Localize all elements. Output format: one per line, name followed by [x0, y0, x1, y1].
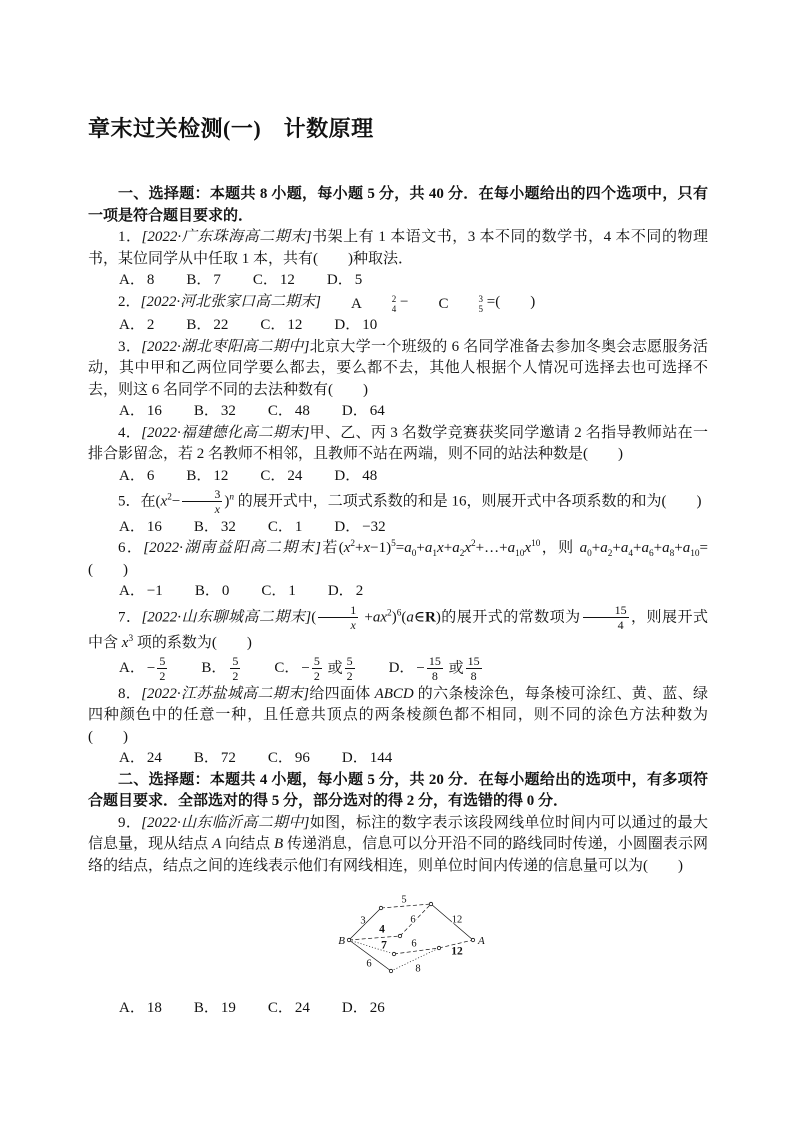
edge-capacity-label: 6 [410, 914, 416, 926]
text-run: )的展开式的常数项为 [435, 609, 581, 626]
option-label: B． [193, 518, 219, 535]
text-run: 16 [146, 518, 162, 535]
option-value [295, 748, 310, 770]
superscript: n [229, 492, 234, 503]
node-n5 [437, 947, 440, 950]
option-label: B． [186, 317, 212, 333]
option-label: A． [119, 272, 145, 288]
text-run: ∈ [413, 609, 425, 626]
question-text [88, 227, 708, 270]
option-value [228, 654, 242, 684]
subscript: 10 [515, 549, 525, 560]
superscript: 2 [167, 492, 172, 503]
text-run: + [443, 540, 453, 557]
text-run: −1) [370, 540, 392, 557]
option-item [268, 998, 310, 1020]
option-value [295, 401, 310, 423]
question-number: 9． [118, 814, 142, 831]
math-variable: a [641, 540, 649, 557]
text-run: 7 [213, 272, 221, 288]
math-variable: x [363, 540, 371, 557]
superscript: 3 [128, 633, 134, 644]
math-variable: ax [372, 609, 388, 626]
option-value [147, 270, 155, 292]
option-label: C． [267, 750, 293, 767]
options-row [88, 998, 708, 1020]
text-run: − [171, 493, 181, 510]
option-value [280, 270, 295, 292]
edge-capacity-label: 5 [401, 894, 407, 906]
option-label: C． [274, 660, 300, 677]
option-label: C． [252, 272, 278, 288]
text-run: 甲、乙、丙 3 名数学竞赛获奖同学邀请 2 名指导教师站在一排合影留念，若 2 名教师不相邻，且教师不站在两端，则不同的站法种数是( ) [88, 424, 708, 462]
question-text [88, 603, 708, 654]
node-n2 [429, 903, 432, 906]
superscript: 2 [350, 539, 356, 550]
text-run: 19 [220, 1000, 236, 1017]
question-text [88, 292, 708, 316]
source-tag: [2022·湖南益阳高二期末] [143, 540, 321, 557]
subscript: 2 [607, 549, 613, 560]
option-item [186, 270, 221, 292]
superscript: 6 [396, 608, 402, 619]
text-run: − [416, 660, 425, 677]
option-value [147, 748, 162, 770]
math-variable: x [437, 540, 444, 557]
option-item [194, 748, 236, 770]
option-value [416, 654, 483, 684]
text-run: 48 [294, 403, 310, 419]
math-variable: ABCD [374, 685, 414, 702]
text-run: 在( [140, 493, 161, 510]
fraction: $\frac{5}{2}$ [232, 654, 239, 684]
source-tag: [2022·湖北枣阳高二期中] [141, 338, 310, 355]
fraction: $\frac{15}{8}$ [467, 654, 480, 684]
text-run: 32 [220, 403, 236, 419]
text-run: 书架上有 1 本语文书，3 本不同的数学书，4 本不同的物理书，某位同学从中任取 1 本，共有( )种取法． [88, 229, 708, 267]
text-run: 26 [369, 1000, 385, 1017]
option-item [119, 517, 162, 539]
option-value [370, 748, 393, 770]
text-run: 2 [355, 583, 364, 600]
math-variable: a [452, 540, 460, 557]
option-value [147, 654, 169, 684]
text-run: 项的系数为( ) [133, 634, 252, 651]
option-value [287, 315, 302, 337]
option-label: D． [341, 1000, 368, 1017]
network-diagram [330, 887, 506, 992]
option-value [213, 315, 228, 337]
math-variable: A [212, 836, 222, 853]
network-graph [330, 887, 506, 987]
option-value [370, 401, 385, 423]
text-run: 24 [146, 750, 162, 767]
option-value [147, 581, 163, 603]
text-run: ( [311, 609, 317, 626]
question-text [88, 337, 708, 402]
text-run: 24 [287, 467, 303, 484]
node-n4 [392, 953, 395, 956]
subscript: 4 [628, 549, 633, 560]
text-run: + [632, 540, 642, 557]
option-label: B． [193, 750, 219, 767]
text-run: 12 [213, 467, 229, 484]
node-n6 [389, 970, 392, 973]
math-variable: B [273, 836, 284, 853]
text-run: −32 [362, 518, 386, 535]
option-label: C． [267, 1000, 293, 1017]
option-label: A． [119, 403, 145, 419]
math-variable: a [579, 540, 588, 557]
text-run: 给四面体 [309, 685, 375, 702]
options-row [88, 270, 708, 292]
node-label-A: A [478, 935, 485, 948]
document-body [88, 184, 708, 1020]
text-run: + [653, 540, 663, 557]
text-run: 10 [362, 317, 378, 333]
math-variable: x [343, 540, 351, 557]
option-label: D． [334, 518, 361, 535]
fraction: $\frac{5}{2}$ [346, 654, 353, 684]
option-item [119, 654, 169, 684]
math-variable: a [600, 540, 608, 557]
option-item [119, 998, 162, 1020]
node-B [347, 939, 350, 942]
text-run: 32 [220, 518, 236, 535]
text-run: 16 [146, 403, 162, 419]
subscript: 0 [587, 549, 592, 560]
document-content [88, 112, 708, 1020]
question-number: 4． [118, 424, 142, 441]
text-run: ( [401, 609, 407, 626]
options-row [88, 581, 708, 603]
perm-comb-symbol: A 2 4 [350, 293, 397, 315]
option-item [194, 401, 236, 423]
options-row [88, 401, 708, 423]
option-value [147, 315, 155, 337]
math-variable: x [160, 493, 168, 510]
math-variable: x [464, 540, 472, 557]
question-number: 1． [118, 229, 142, 245]
superscript: 2 [471, 539, 476, 550]
option-value [221, 517, 236, 539]
text-run: 若( [320, 540, 344, 557]
fraction: $\frac{5}{2}$ [159, 654, 166, 684]
question-number: 2． [118, 293, 141, 310]
subscript: 8 [669, 549, 675, 560]
node-n1 [379, 907, 382, 910]
fraction: $\frac{1}{x}$ [318, 603, 358, 633]
option-value [222, 581, 230, 603]
option-label: D． [327, 583, 354, 600]
node-label-B: B [338, 935, 345, 948]
option-item [268, 401, 310, 423]
option-label: B． [186, 272, 212, 288]
option-value [288, 581, 296, 603]
text-run: 144 [369, 750, 393, 767]
option-label: A． [119, 518, 145, 535]
text-run: +…+ [475, 540, 508, 557]
option-item [119, 315, 154, 337]
text-run: 的展开式中，二项式系数的和是 16，则展开式中各项系数的和为( ) [233, 493, 702, 510]
text-run: 6 [146, 467, 155, 484]
option-label: D． [341, 750, 368, 767]
math-variable: a [406, 609, 414, 626]
option-label: C． [267, 518, 293, 535]
text-run: 或 [323, 660, 343, 677]
option-item [253, 270, 295, 292]
text-run: + [612, 540, 621, 557]
option-value [301, 654, 356, 684]
option-item [195, 581, 230, 603]
text-run: 向结点 [221, 836, 274, 853]
edge-capacity-label: 4 [379, 923, 385, 936]
edge-capacity-label: 6 [366, 958, 372, 970]
question-number: 8． [118, 685, 142, 702]
text-run: 北京大学一个班级的 6 名同学准备去参加冬奥会志愿服务活动，其中甲和乙两位同学要么都去，要么都不去，其他人根据个人情况可选择去也可选择不去，则这 6 名同学不同的去法种数有( ) [88, 338, 708, 398]
option-item [194, 517, 236, 539]
option-label: B． [201, 660, 227, 677]
option-value [370, 998, 385, 1020]
question-number: 3． [118, 338, 142, 355]
option-item [119, 748, 162, 770]
option-label: A． [119, 467, 145, 484]
question-text [88, 538, 708, 581]
text-run: 64 [369, 403, 385, 419]
option-label: A． [119, 317, 145, 333]
superscript: 2 [387, 608, 392, 619]
text-run: 或 [444, 660, 464, 677]
option-label: D． [334, 317, 361, 333]
text-run: + [674, 540, 683, 557]
source-tag: [2022·福建德化高二期末] [141, 424, 310, 441]
option-value [147, 466, 155, 488]
option-item [342, 401, 385, 423]
option-item [260, 315, 302, 337]
text-run: −1 [146, 583, 163, 600]
text-run: 8 [146, 272, 155, 288]
question-number: 6． [118, 540, 144, 557]
option-label: C． [260, 467, 286, 484]
option-item [194, 998, 236, 1020]
option-value [362, 315, 377, 337]
text-run: 48 [362, 467, 378, 484]
text-run: 的六条棱涂色，每条棱可涂红、黄、蓝、绿四种颜色中的任意一种，且任意共顶点的两条棱颜色都不相同，则不同的涂色方法种数为( ) [88, 685, 708, 745]
option-label: C． [267, 403, 293, 419]
text-run: 1 [288, 583, 296, 600]
text-run: ) [391, 609, 397, 626]
text-run: 2 [146, 317, 155, 333]
text-run: 72 [220, 750, 236, 767]
options-row [88, 517, 708, 539]
option-value [147, 998, 162, 1020]
math-variable: a [620, 540, 629, 557]
superscript: 10 [531, 539, 541, 550]
option-item [260, 466, 302, 488]
option-value [295, 998, 310, 1020]
option-label: C． [261, 583, 287, 600]
option-value [295, 517, 303, 539]
text-run: − [146, 660, 156, 677]
fraction: $\frac{3}{x}$ [182, 487, 222, 517]
option-item [334, 466, 377, 488]
option-label: D． [334, 467, 361, 484]
option-label: A． [119, 750, 145, 767]
option-item [119, 466, 154, 488]
option-label: A． [119, 583, 145, 600]
edge-capacity-label: 12 [451, 914, 463, 926]
text-run: ，则展开式中含 [88, 609, 708, 651]
section-header: 一、选择题：本题共 8 小题，每小题 5 分，共 40 分．在每小题给出的四个选项中，只有一项是符合题目要求的． [88, 186, 708, 224]
text-run: 0 [221, 583, 230, 600]
node-A [471, 939, 474, 942]
option-value [221, 748, 236, 770]
text-run: = [395, 540, 405, 557]
subscript: 1 [432, 549, 438, 560]
text-run: + [360, 609, 373, 626]
text-run: + [416, 540, 425, 557]
edge-capacity-label: 3 [360, 915, 366, 927]
source-tag: [2022·山东临沂高二期中] [141, 814, 310, 831]
option-item [119, 581, 163, 603]
option-value [213, 466, 228, 488]
option-item [186, 466, 228, 488]
text-run: =( ) [483, 293, 536, 310]
text-run: + [591, 540, 601, 557]
text-run: 12 [279, 272, 295, 288]
subscript: 6 [648, 549, 654, 560]
edge-capacity-label: 7 [381, 939, 387, 952]
math-variable: a [662, 540, 670, 557]
edge-capacity-label: 6 [411, 938, 417, 950]
option-label: D． [341, 403, 368, 419]
option-value [147, 517, 162, 539]
option-value [355, 270, 363, 292]
question-text [88, 487, 708, 517]
section-header: 二、选择题：本题共 4 小题，每小题 5 分，共 20 分．在每小题给出的选项中，有多项符合题目要求．全部选对的得 5 分，部分选对的得 2 分，有选错的得 0 分． [88, 771, 708, 810]
option-label: B． [193, 403, 219, 419]
math-variable: x [524, 540, 532, 557]
option-item [328, 581, 363, 603]
option-item [389, 654, 484, 684]
edge-B-n4 [349, 940, 394, 954]
subscript: 2 [459, 549, 465, 560]
option-item [334, 517, 385, 539]
math-bold-symbol: R [424, 609, 436, 626]
math-variable: a [424, 540, 433, 557]
option-label: C． [260, 317, 286, 333]
option-label: D． [388, 660, 415, 677]
text-run: 22 [213, 317, 229, 333]
option-label: B． [194, 583, 220, 600]
subscript: 0 [411, 549, 417, 560]
option-item [342, 748, 392, 770]
text-run: 18 [146, 1000, 162, 1017]
text-run: + [355, 540, 364, 557]
page-title: 章末过关检测(一) 计数原理 [88, 116, 374, 141]
source-tag: [2022·河北张家口高二期末] [140, 293, 321, 310]
option-item [327, 270, 362, 292]
option-value [287, 466, 302, 488]
option-value [362, 466, 377, 488]
source-tag: [2022·广东珠海高二期末] [141, 229, 312, 245]
option-item [334, 315, 377, 337]
option-label: A． [119, 1000, 145, 1017]
text-run: 24 [294, 1000, 310, 1017]
math-variable: a [682, 540, 691, 557]
option-value [356, 581, 364, 603]
question-text [88, 423, 708, 466]
option-item [342, 998, 385, 1020]
edge-capacity-label: 8 [415, 963, 421, 975]
options-row [88, 748, 708, 770]
option-value [362, 517, 385, 539]
text-run: 传递消息，信息可以分开沿不同的路线同时传递，小圆圈表示网络的结点，结点之间的连线表示他们有网线相连，则单位时间内传递的信息量可以为( ) [88, 836, 708, 874]
text-run: =( ) [88, 540, 708, 578]
option-value [221, 998, 236, 1020]
text-run: − [301, 660, 310, 677]
text-run: 1 [294, 518, 303, 535]
option-item [119, 270, 154, 292]
options-row [88, 466, 708, 488]
option-item [186, 315, 228, 337]
math-variable: a [507, 540, 516, 557]
option-label: A． [119, 660, 145, 677]
text-run: ) [224, 493, 230, 510]
text-run: 5 [354, 272, 363, 288]
text-run: 96 [294, 750, 310, 767]
options-row [88, 315, 708, 337]
text-run: ，则 [540, 540, 580, 557]
perm-comb-symbol: C 3 5 [438, 293, 484, 315]
question-text [88, 813, 708, 878]
options-row [88, 654, 708, 684]
option-item [261, 581, 296, 603]
option-item [274, 654, 356, 684]
question-number: 7． [118, 609, 142, 626]
source-tag: [2022·山东聊城高二期末] [141, 609, 312, 626]
option-value [147, 401, 162, 423]
option-item [268, 517, 303, 539]
option-value [213, 270, 221, 292]
source-tag: [2022·江苏盐城高二期末] [141, 685, 310, 702]
math-variable: x [121, 634, 129, 651]
option-value [221, 401, 236, 423]
option-label: B． [193, 1000, 219, 1017]
edge-capacity-label: 12 [451, 945, 463, 958]
question-number: 5． [118, 493, 141, 510]
text-run: 如图，标注的数字表示该段网线单位时间内可以通过的最大信息量，现从结点 [88, 814, 708, 853]
node-n3 [398, 935, 401, 938]
option-item [119, 401, 162, 423]
edge-B-n3 [349, 936, 400, 940]
option-item [201, 654, 242, 684]
fraction: $\frac{15}{4}$ [583, 603, 629, 633]
question-text [88, 684, 708, 749]
fraction: $\frac{15}{8}$ [428, 654, 441, 684]
subscript: 10 [690, 549, 700, 560]
text-run: − [396, 293, 409, 310]
text-run: 12 [287, 317, 303, 333]
option-item [268, 748, 310, 770]
option-label: B． [186, 467, 212, 484]
superscript: 5 [391, 539, 396, 550]
option-label: D． [326, 272, 353, 288]
math-variable: a [404, 540, 412, 557]
fraction: $\frac{5}{2}$ [313, 654, 320, 684]
